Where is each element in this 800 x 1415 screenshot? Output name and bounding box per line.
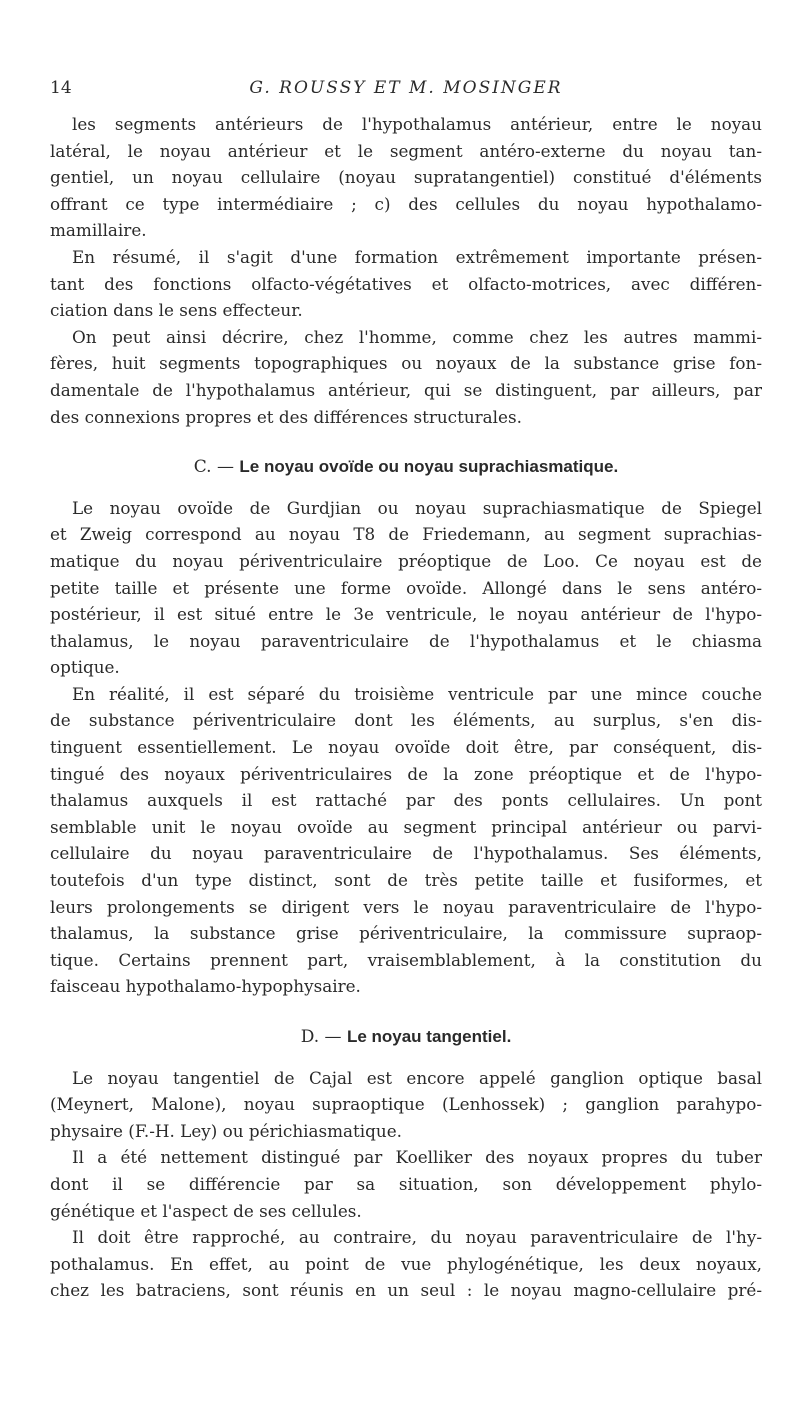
text-line: mamillaire.	[50, 220, 147, 241]
text-line: En réalité, il est séparé du troisième ventricule par une mince couche	[72, 683, 762, 704]
text-line: tingué des noyaux périventriculaires de la zone préoptique et de l'hypo-	[50, 763, 762, 784]
paragraph	[50, 1144, 762, 1224]
text-line: thalamus, le noyau paraventriculaire de l'hypothalamus et le chiasma	[50, 630, 762, 651]
page-body	[50, 111, 762, 1304]
text-line: fères, huit segments topographiques ou noyaux de la substance grise fon-	[50, 353, 762, 374]
text-line: Le noyau ovoïde de Gurdjian ou noyau suprachiasmatique de Spiegel	[72, 497, 762, 518]
text-line: optique.	[50, 657, 120, 678]
section-heading-c	[50, 454, 762, 481]
text-line: offrant ce type intermédiaire ; c) des cellules du noyau hypothalamo-	[50, 193, 762, 214]
text-line: gentiel, un noyau cellulaire (noyau supratangentiel) constitué d'éléments	[50, 167, 762, 188]
text-line: tant des fonctions olfacto-végétatives et olfacto-motrices, avec différen-	[50, 273, 762, 294]
text-line: pothalamus. En effet, au point de vue phylogénétique, les deux noyaux,	[50, 1253, 762, 1274]
paragraph	[50, 681, 762, 1000]
text-line: postérieur, il est situé entre le 3e ventricule, le noyau antérieur de l'hypo-	[50, 604, 762, 625]
text-line: dont il se différencie par sa situation, son développement phylo-	[50, 1173, 762, 1194]
text-line: des connexions propres et des différences structurales.	[50, 406, 522, 427]
text-line: Il doit être rapproché, au contraire, du noyau paraventriculaire de l'hy-	[72, 1227, 762, 1248]
text-line: En résumé, il s'agit d'une formation extrêmement importante présen-	[72, 246, 762, 267]
section-d-paragraphs	[50, 1065, 762, 1304]
section-dash: —	[217, 457, 234, 478]
text-line: chez les batraciens, sont réunis en un seul : le noyau magno-cellulaire pré-	[50, 1280, 762, 1301]
text-line: ciation dans le sens effecteur.	[50, 300, 303, 321]
paragraph	[50, 244, 762, 324]
text-line: et Zweig correspond au noyau T8 de Friedemann, au segment suprachias-	[50, 524, 762, 545]
text-line: thalamus auxquels il est rattaché par des ponts cellulaires. Un pont	[50, 790, 762, 811]
text-line: petite taille et présente une forme ovoïde. Allongé dans le sens antéro-	[50, 577, 762, 598]
section-dash: —	[324, 1027, 342, 1047]
paragraph	[50, 495, 762, 681]
paragraph	[50, 111, 762, 244]
paragraph	[50, 1065, 762, 1145]
section-letter: D.	[300, 1027, 320, 1047]
page-header	[50, 78, 762, 100]
text-line: matique du noyau périventriculaire préoptique de Loo. Ce noyau est de	[50, 550, 762, 571]
section-title: Le noyau tangentiel.	[346, 1027, 512, 1046]
text-line: les segments antérieurs de l'hypothalamus antérieur, entre le noyau	[72, 114, 762, 134]
section-letter: C.	[193, 457, 212, 478]
text-line: semblable unit le noyau ovoïde au segment principal antérieur ou parvi-	[50, 816, 762, 837]
text-line: de substance périventriculaire dont les éléments, au surplus, s'en dis-	[50, 710, 762, 731]
section-heading-d	[50, 1024, 762, 1051]
text-line: leurs prolongements se dirigent vers le noyau paraventriculaire de l'hypo-	[50, 896, 762, 917]
section-c-paragraphs	[50, 495, 762, 1000]
text-line: cellulaire du noyau paraventriculaire de l'hypothalamus. Ses éléments,	[50, 843, 762, 864]
text-line: Le noyau tangentiel de Cajal est encore appelé ganglion optique basal	[72, 1067, 762, 1088]
text-line: toutefois d'un type distinct, sont de très petite taille et fusiformes, et	[50, 870, 762, 891]
text-line: latéral, le noyau antérieur et le segment antéro-externe du noyau tan-	[50, 140, 762, 161]
text-line: thalamus, la substance grise périventriculaire, la commissure supraop-	[50, 923, 762, 944]
text-line: Il a été nettement distingué par Koelliker des noyaux propres du tuber	[72, 1147, 762, 1168]
text-line: On peut ainsi décrire, chez l'homme, comme chez les autres mammi-	[72, 326, 762, 347]
intro-paragraphs	[50, 111, 762, 430]
text-line: tique. Certains prennent part, vraisemblablement, à la constitution du	[50, 949, 762, 970]
page-number: 14	[50, 78, 72, 98]
text-line: physaire (F.-H. Ley) ou périchiasmatique.	[50, 1120, 402, 1141]
text-line: (Meynert, Malone), noyau supraoptique (Lenhossek) ; ganglion parahypo-	[50, 1094, 762, 1115]
paragraph	[50, 324, 762, 430]
running-head: G. ROUSSY ET M. MOSINGER	[249, 78, 563, 98]
text-line: génétique et l'aspect de ses cellules.	[50, 1200, 362, 1221]
text-line: damentale de l'hypothalamus antérieur, qui se distinguent, par ailleurs, par	[50, 379, 762, 400]
text-line: tinguent essentiellement. Le noyau ovoïde doit être, par conséquent, dis-	[50, 737, 762, 758]
section-title: Le noyau ovoïde ou noyau suprachiasmatique.	[239, 457, 619, 477]
text-line: faisceau hypothalamo-hypophysaire.	[50, 976, 361, 997]
paragraph	[50, 1224, 762, 1304]
